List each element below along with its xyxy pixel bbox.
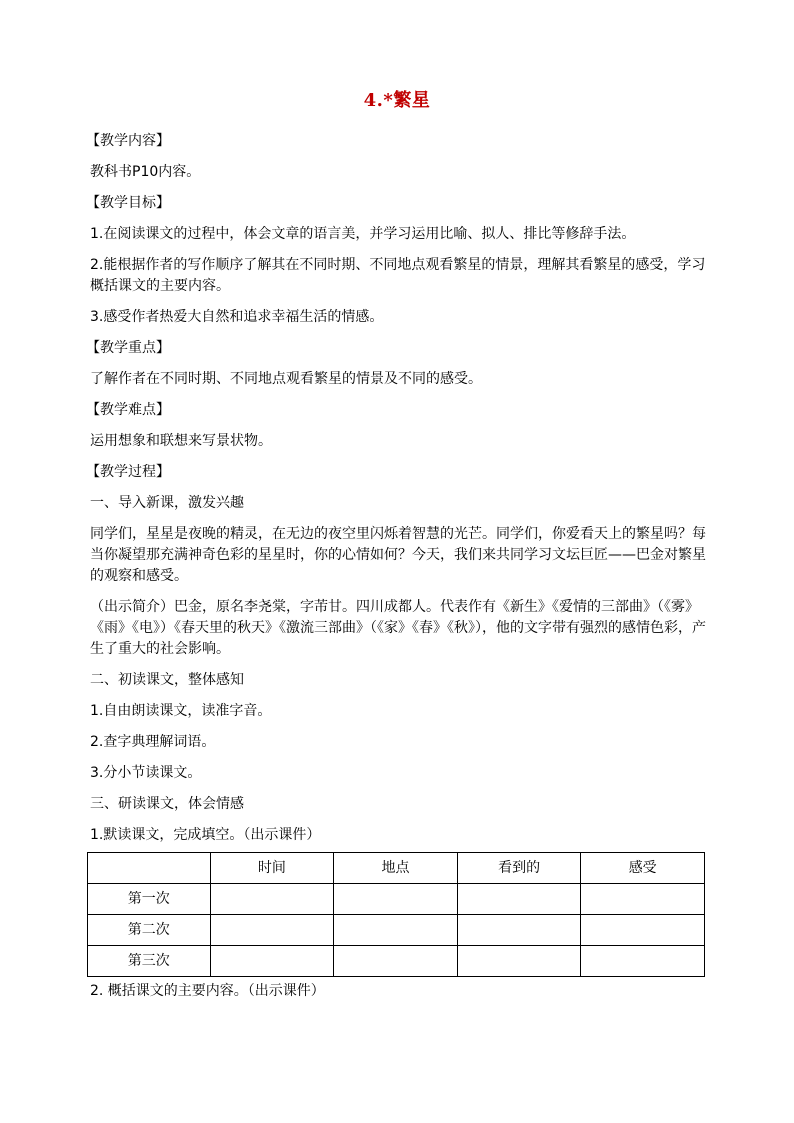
step-paragraph: （出示简介）巴金，原名李尧棠，字芾甘。四川成都人。代表作有《新生》《爱情的三部曲》（《雾》《雨》《电》）《春天里的秋天》《激流三部曲》（《家》《春》《秋》），他的文字带有强烈的感情色彩，产生了重大的社会影响。 (90, 599, 706, 657)
table-row-label: 第三次 (88, 946, 211, 977)
page-title: 4.*繁星 (363, 90, 431, 111)
section-heading-difficulty: 【教学难点】 (86, 402, 170, 418)
table-cell (457, 884, 581, 915)
table-row-label: 第二次 (88, 915, 211, 946)
section-heading-goals: 【教学目标】 (86, 195, 170, 211)
table-row (88, 946, 705, 977)
table-cell (581, 946, 705, 977)
key-points-text: 了解作者在不同时期、不同地点观看繁星的情景及不同的感受。 (90, 371, 482, 387)
table-header-cell: 看到的 (457, 853, 581, 884)
difficulty-text: 运用想象和联想来写景状物。 (90, 433, 272, 449)
step-item: 3.分小节读课文。 (90, 765, 202, 781)
table-cell (457, 915, 581, 946)
table-cell (334, 946, 458, 977)
table-header-row (88, 853, 705, 884)
table-cell (457, 946, 581, 977)
table-cell (210, 946, 334, 977)
content-text: 教科书P10内容。 (90, 164, 201, 180)
table-header-cell: 时间 (210, 853, 334, 884)
table-row (88, 884, 705, 915)
section-heading-process: 【教学过程】 (86, 464, 170, 480)
goal-item: 2.能根据作者的写作顺序了解其在不同时期、不同地点观看繁星的情景，理解其看繁星的感受，学习概括课文的主要内容。 (90, 257, 706, 294)
step-item: 2. 概括课文的主要内容。（出示课件） (90, 983, 325, 999)
step-heading: 二、初读课文，整体感知 (90, 672, 244, 688)
table-header-cell: 地点 (334, 853, 458, 884)
goal-item: 1.在阅读课文的过程中，体会文章的语言美，并学习运用比喻、拟人、排比等修辞手法。 (90, 226, 636, 242)
observation-table (87, 852, 705, 977)
table-cell (581, 915, 705, 946)
table-cell (334, 915, 458, 946)
table-header-cell: 感受 (581, 853, 705, 884)
table-cell (581, 884, 705, 915)
goal-item: 3.感受作者热爱大自然和追求幸福生活的情感。 (90, 309, 384, 325)
step-paragraph: 同学们，星星是夜晚的精灵，在无边的夜空里闪烁着智慧的光芒。同学们，你爱看天上的繁星吗？每当你凝望那充满神奇色彩的星星时，你的心情如何？今天，我们来共同学习文坛巨匠——巴金对繁星的观察和感受。 (90, 526, 706, 584)
table-header-cell (88, 853, 211, 884)
document-body (86, 131, 710, 1012)
table-row-label: 第一次 (88, 884, 211, 915)
step-item: 1.自由朗读课文，读准字音。 (90, 703, 272, 719)
table-cell (210, 915, 334, 946)
table-cell (334, 884, 458, 915)
step-heading: 三、研读课文，体会情感 (90, 796, 244, 812)
step-item: 1.默读课文，完成填空。（出示课件） (90, 827, 321, 843)
table-row (88, 915, 705, 946)
section-heading-key-points: 【教学重点】 (86, 340, 170, 356)
step-heading: 一、导入新课，激发兴趣 (90, 495, 244, 511)
section-heading-content: 【教学内容】 (86, 133, 170, 149)
step-item: 2.查字典理解词语。 (90, 734, 216, 750)
table-cell (210, 884, 334, 915)
